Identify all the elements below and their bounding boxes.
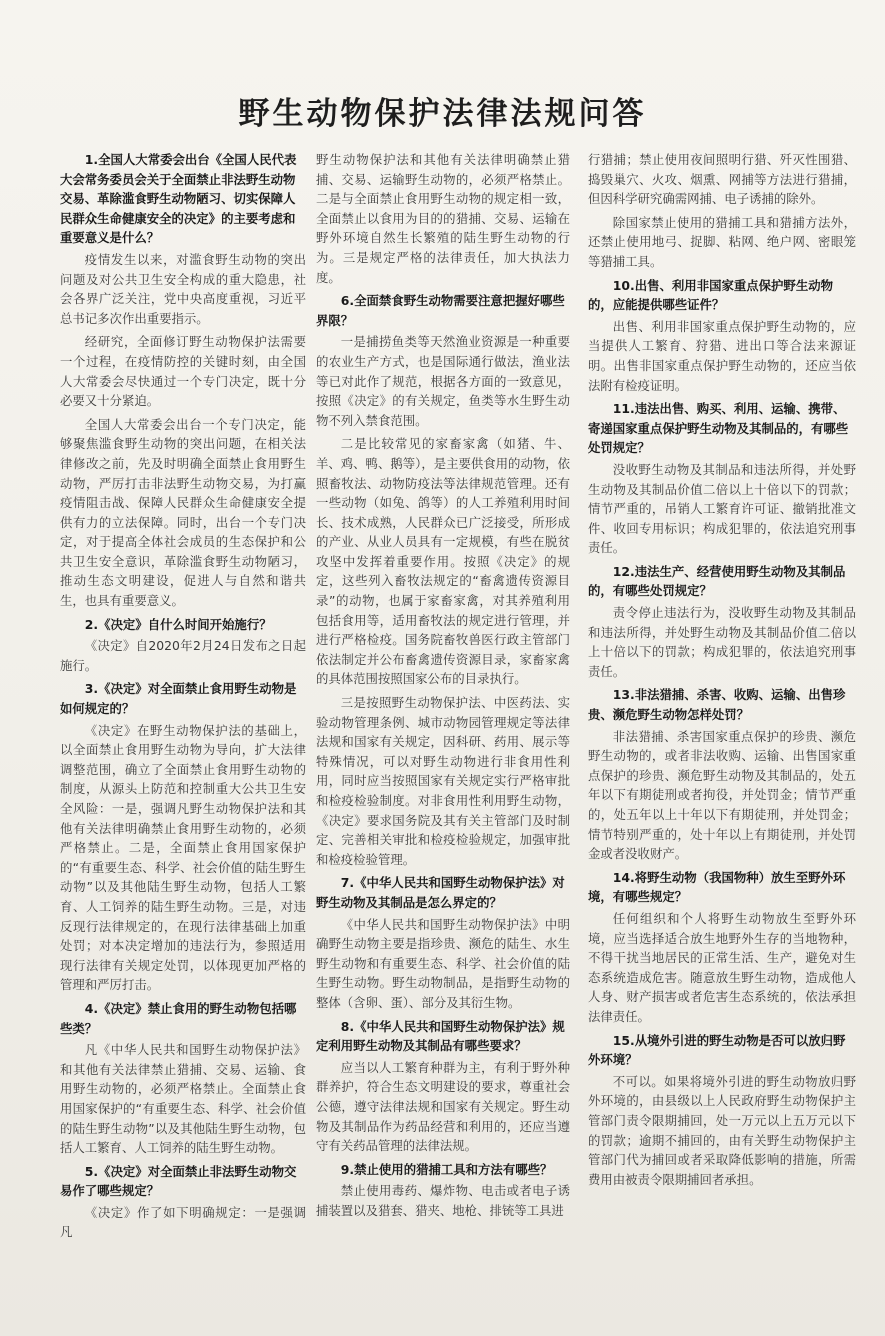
question-14: 14.将野生动物（我国物种）放生至野外环境，有哪些规定？ xyxy=(588,869,846,905)
question-8: 8.《中华人民共和国野生动物保护法》规定利用野生动物及其制品有哪些要求？ xyxy=(316,1018,565,1054)
column-3 xyxy=(588,150,856,1193)
answer-12: 责令停止违法行为，没收野生动物及其制品和违法所得，并处野生动物及其制品价值二倍以上十倍以下的罚款；构成犯罪的，依法追究刑事责任。 xyxy=(588,605,856,679)
question-6: 6.全面禁食野生动物需要注意把握好哪些界限？ xyxy=(316,293,565,328)
column-2 xyxy=(316,150,570,1224)
page-title: 野生动物保护法律法规问答 xyxy=(238,96,647,132)
answer-6-paragraph-2: 二是比较常见的家畜家禽（如猪、牛、羊、鸡、鸭、鹅等），是主要供食用的动物，依照畜牧法、动物防疫法等法律规范管理。还有一些动物（如兔、鸽等）的人工养殖利用时间长、技术成熟，人民群众已广泛接受，所形成的产业、从业人员具有一定规模，有些在脱贫攻坚中发挥着重要作用。按照《决定》的规定，这些列入畜牧法规定的“畜禽遗传资源目录”的动物，也属于家畜家禽，对其养殖利用包括食用等，适用畜牧法的规定进行管理，并进行严格检疫。国务院畜牧兽医行政主管部门依法制定并公布畜禽遗传资源目录，家畜家禽的具体范围按照国家公布的目录执行。 xyxy=(316,436,570,687)
answer-14: 任何组织和个人将野生动物放生至野外环境，应当选择适合放生地野外生存的当地物种，不得干扰当地居民的正常生活、生产，避免对生态系统造成危害。随意放生野生动物，造成他人人身、财产损害或者危害生态系统的，依法承担法律责任。 xyxy=(588,910,856,1024)
answer-5-continued: 野生动物保护法和其他有关法律明确禁止猎捕、交易、运输野生动物的，必须严格禁止。二是与全面禁止食用野生动物的规定相一致，全面禁止以食用为目的的猎捕、交易、运输在野外环境自然生长繁殖的陆生野生动物的行为。三是规定严格的法律责任，加大执法力度。 xyxy=(316,152,570,285)
answer-1-paragraph-1: 疫情发生以来，对滥食野生动物的突出问题及对公共卫生安全构成的重大隐患，社会各界广泛关注，党中央高度重视，习近平总书记多次作出重要指示。 xyxy=(60,251,306,326)
answer-4: 凡《中华人民共和国野生动物保护法》和其他有关法律禁止猎捕、交易、运输、食用野生动物的，必须严格禁止。全面禁止食用国家保护的“有重要生态、科学、社会价值的陆生野生动物”以及其他陆生野生动物，包括人工繁育、人工饲养的陆生野生动物。 xyxy=(60,1042,306,1156)
answer-2: 《决定》自2020年2月24日发布之日起施行。 xyxy=(60,638,306,673)
answer-10: 出售、利用非国家重点保护野生动物的，应当提供人工繁育、狩猎、进出口等合法来源证明。出售非国家重点保护野生动物的，还应当依法附有检疫证明。 xyxy=(588,318,856,393)
question-4: 4.《决定》禁止食用的野生动物包括哪些类？ xyxy=(60,1000,297,1036)
question-7: 7.《中华人民共和国野生动物保护法》对野生动物及其制品是怎么界定的？ xyxy=(316,875,565,910)
answer-7: 《中华人民共和国野生动物保护法》中明确野生动物主要是指珍贵、濒危的陆生、水生野生动物和有重要生态、科学、社会价值的陆生野生动物。野生动物制品，是指野生动物的整体（含卵、蛋）、部分及其衍生物。 xyxy=(316,916,570,1010)
question-10: 10.出售、利用非国家重点保护野生动物的，应能提供哪些证件？ xyxy=(588,277,833,313)
answer-13: 非法猎捕、杀害国家重点保护的珍贵、濒危野生动物的，或者非法收购、运输、出售国家重点保护的珍贵、濒危野生动物及其制品的，处五年以下有期徒刑或者拘役，并处罚金；情节严重的，处五年以上十年以下有期徒刑，并处罚金；情节特别严重的，处十年以上有期徒刑，并处罚金或者没收财产。 xyxy=(588,728,856,862)
question-9: 9.禁止使用的猎捕工具和方法有哪些？ xyxy=(340,1161,553,1177)
question-11: 11.违法出售、购买、利用、运输、携带、寄递国家重点保护野生动物及其制品的，有哪些处罚规定？ xyxy=(588,401,849,456)
answer-5-start: 《决定》作了如下明确规定：一是强调凡 xyxy=(60,1204,306,1240)
answer-6-paragraph-3: 三是按照野生动物保护法、中医药法、实验动物管理条例、城市动物园管理规定等法律法规和国家有关规定，因科研、药用、展示等特殊情况，可以对野生动物进行非食用性利用，同时应当按照国家有关规定实行严格审批和检疫检验制度。对非食用性利用野生动物，《决定》要求国务院及其有关主管部门及时制定、完善相关审批和检疫检验规定，加强审批和检疫检验管理。 xyxy=(316,695,570,867)
question-1: 1.全国人大常委会出台《全国人民代表大会常务委员会关于全面禁止非法野生动物交易、革除滥食野生动物陋习、切实保障人民群众生命健康安全的决定》的主要考虑和重要意义是什么？ xyxy=(60,152,297,246)
question-12: 12.违法生产、经营使用野生动物及其制品的，有哪些处罚规定？ xyxy=(588,563,846,599)
answer-3: 《决定》在野生动物保护法的基础上，以全面禁止食用野生动物为导向，扩大法律调整范围，确立了全面禁止食用野生动物的制度，从源头上防范和控制重大公共卫生安全风险：一是，强调凡野生动物保护法和其他有关法律明确禁止食用野生动物的，必须严格禁止。二是，全面禁止食用国家保护的“有重要生态、科学、社会价值的陆生野生动物”以及其他陆生野生动物，包括人工繁育、人工饲养的陆生野生动物。三是，对违反现行法律规定的，在现行法律基础上加重处罚；对本决定增加的违法行为，参照适用现行法律有关规定处罚，以体现更加严格的管理和严厉打击。 xyxy=(60,722,306,993)
column-1 xyxy=(60,150,306,1246)
answer-8: 应当以人工繁育种群为主，有利于野外种群养护，符合生态文明建设的要求，尊重社会公德，遵守法律法规和国家有关规定。野生动物及其制品作为药品经营和利用的，还应当遵守有关药品管理的法律法规。 xyxy=(316,1059,570,1154)
answer-9-paragraph-2: 除国家禁止使用的猎捕工具和猎捕方法外，还禁止使用地弓、捉脚、粘网、绝户网、密眼笼等猎捕工具。 xyxy=(588,214,856,269)
answer-1-paragraph-2: 经研究，全面修订野生动物保护法需要一个过程，在疫情防控的关键时刻，由全国人大常委会尽快通过一个专门决定，既十分必要又十分紧迫。 xyxy=(60,334,306,409)
answer-9-start: 禁止使用毒药、爆炸物、电击或者电子诱捕装置以及猎套、猎夹、地枪、排铳等工具进 xyxy=(316,1183,570,1218)
question-2: 2.《决定》自什么时间开始施行？ xyxy=(84,616,272,632)
question-3: 3.《决定》对全面禁止食用野生动物是如何规定的？ xyxy=(60,681,297,717)
question-15: 15.从境外引进的野生动物是否可以放归野外环境？ xyxy=(588,1032,846,1068)
answer-11: 没收野生动物及其制品和违法所得，并处野生动物及其制品价值二倍以上十倍以下的罚款；情节严重的，吊销人工繁育许可证、撤销批准文件、收回专用标识；构成犯罪的，依法追究刑事责任。 xyxy=(588,461,856,556)
answer-9-continued: 行猎捕；禁止使用夜间照明行猎、歼灭性围猎、捣毁巢穴、火攻、烟熏、网捕等方法进行猎捕，但因科学研究确需网捕、电子诱捕的除外。 xyxy=(588,152,856,207)
answer-1-paragraph-3: 全国人大常委会出台一个专门决定，能够聚焦滥食野生动物的突出问题，在相关法律修改之前，先及时明确全面禁止食用野生动物，严厉打击非法野生动物交易，为打赢疫情阻击战、保障人民群众生命健康安全提供有力的立法保障。同时，出台一个专门决定，对于提高全体社会成员的生态保护和公共卫生安全意识，革除滥食野生动物陋习，推动生态文明建设，促进人与自然和谐共生，也具有重要意义。 xyxy=(60,416,306,609)
question-5: 5.《决定》对全面禁止非法野生动物交易作了哪些规定？ xyxy=(60,1163,297,1199)
answer-6-paragraph-1: 一是捕捞鱼类等天然渔业资源是一种重要的农业生产方式，也是国际通行做法，渔业法等已对此作了规范，根据各方面的一致意见，按照《决定》的有关规定，鱼类等水生野生动物不列入禁食范围。 xyxy=(316,334,570,428)
question-13: 13.非法猎捕、杀害、收购、运输、出售珍贵、濒危野生动物怎样处罚？ xyxy=(588,687,846,723)
answer-15: 不可以。如果将境外引进的野生动物放归野外环境的，由县级以上人民政府野生动物保护主管部门责令限期捕回，处一万元以上五万元以下的罚款；逾期不捕回的，由有关野生动物保护主管部门代为捕回或者采取降低影响的措施，所需费用由被责令限期捕回者承担。 xyxy=(588,1073,856,1187)
